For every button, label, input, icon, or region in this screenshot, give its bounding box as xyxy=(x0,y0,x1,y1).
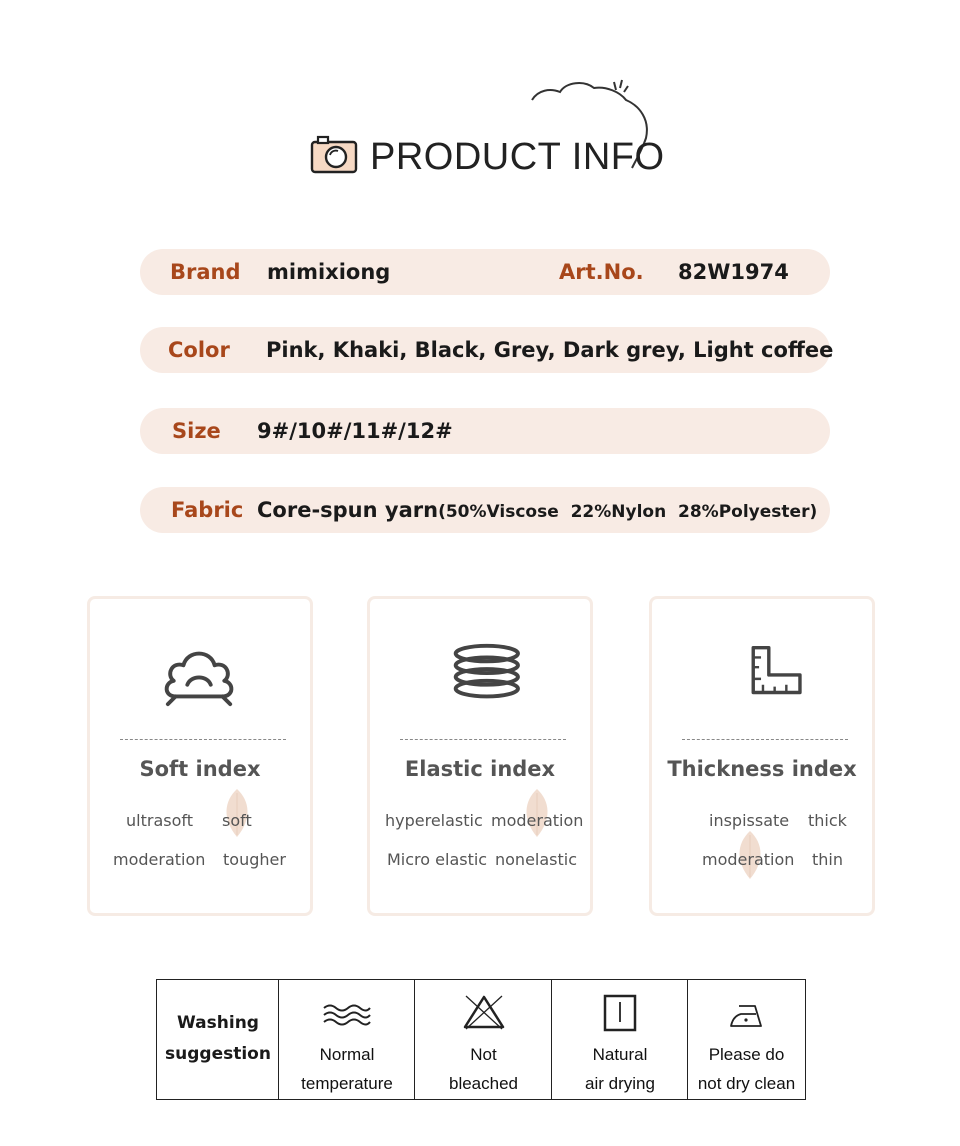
art-value: 82W1974 xyxy=(678,260,789,284)
line-dry-icon xyxy=(603,994,637,1032)
brand-value: mimixiong xyxy=(267,260,391,284)
fabric-label: Fabric xyxy=(171,498,244,522)
fabric-value xyxy=(257,498,817,522)
size-value: 9#/10#/11#/12# xyxy=(257,419,453,443)
color-row xyxy=(140,327,834,373)
size-row xyxy=(140,408,830,454)
option-hyperelastic: hyperelastic xyxy=(385,811,483,830)
washing-label-line1: Washing xyxy=(177,1013,259,1033)
brand-row xyxy=(140,249,830,295)
card-title: Elastic index xyxy=(404,757,556,781)
option-micro-elastic: Micro elastic xyxy=(387,850,488,869)
divider xyxy=(400,739,566,740)
option-moderation: moderation xyxy=(491,811,584,830)
cotton-icon xyxy=(90,639,310,709)
washing-label-line2: suggestion xyxy=(165,1044,271,1064)
wash-cell-not-bleached xyxy=(414,980,552,1099)
elastic-index-card xyxy=(367,596,593,916)
art-label: Art.No. xyxy=(559,260,644,284)
option-moderation: moderation xyxy=(702,850,795,869)
wash-line1: Natural xyxy=(592,1045,648,1064)
color-label: Color xyxy=(168,338,230,362)
coil-spring-icon xyxy=(370,639,590,709)
option-soft: soft xyxy=(222,811,252,830)
wash-cell-no-dry-clean xyxy=(687,980,805,1099)
option-tougher: tougher xyxy=(223,850,286,869)
wash-line2: temperature xyxy=(301,1074,393,1093)
page-title: PRODUCT INFO xyxy=(370,136,665,178)
wash-cell-natural-air-drying xyxy=(551,980,688,1099)
option-ultrasoft: ultrasoft xyxy=(126,811,193,830)
wash-line2: bleached xyxy=(448,1074,518,1093)
wash-line2: not dry clean xyxy=(697,1074,796,1093)
camera-icon xyxy=(310,134,358,174)
thickness-index-card xyxy=(649,596,875,916)
fabric-row xyxy=(140,487,830,533)
divider xyxy=(682,739,848,740)
no-dry-clean-iron-icon xyxy=(727,1000,767,1032)
water-waves-icon xyxy=(322,1002,372,1030)
washing-table xyxy=(156,979,806,1100)
option-thick: thick xyxy=(808,811,847,830)
wash-cell-normal-temperature xyxy=(278,980,415,1099)
card-title: Thickness index xyxy=(667,757,857,781)
wash-line2: air drying xyxy=(585,1074,655,1093)
no-bleach-icon xyxy=(462,994,506,1030)
soft-index-card xyxy=(87,596,313,916)
header xyxy=(0,0,960,200)
option-nonelastic: nonelastic xyxy=(495,850,578,869)
option-thin: thin xyxy=(812,850,843,869)
wash-line1: Please do xyxy=(708,1045,785,1064)
card-title: Soft index xyxy=(139,757,261,781)
fabric-name: Core-spun yarn xyxy=(257,498,439,522)
size-label: Size xyxy=(172,419,221,443)
wash-line1: Normal xyxy=(319,1045,375,1064)
divider xyxy=(120,739,286,740)
color-value: Pink, Khaki, Black, Grey, Dark grey, Light coffee xyxy=(266,338,834,362)
option-inspissate: inspissate xyxy=(709,811,790,830)
washing-label xyxy=(157,980,279,1099)
option-moderation: moderation xyxy=(113,850,206,869)
ruler-icon xyxy=(652,639,872,709)
fabric-detail: (50%Viscose 22%Nylon 28%Polyester) xyxy=(438,502,818,522)
brand-label: Brand xyxy=(170,260,241,284)
wash-line1: Not xyxy=(470,1045,497,1064)
